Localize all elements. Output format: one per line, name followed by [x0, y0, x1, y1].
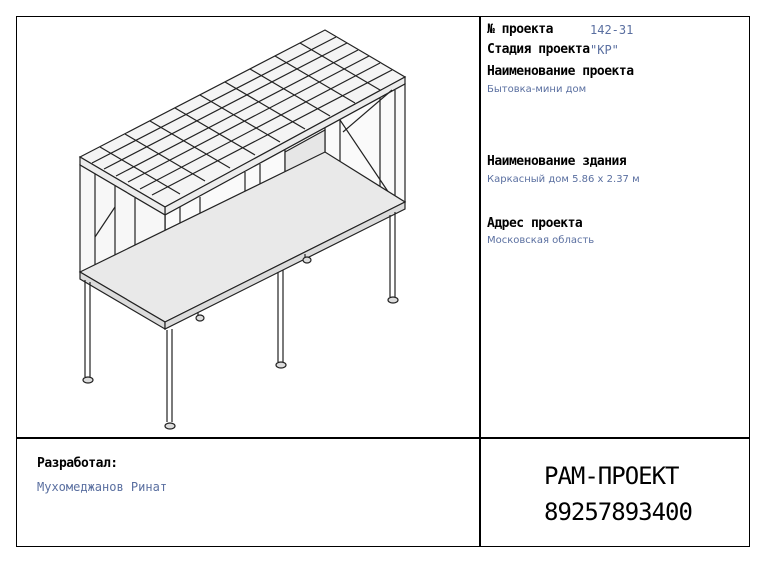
project-number-value: 142-31	[590, 23, 634, 37]
developer-label: Разработал:	[37, 456, 118, 471]
building-name-label: Наименование здания	[487, 154, 627, 169]
company-phone: 89257893400	[544, 498, 692, 526]
project-address-label: Адрес проекта	[487, 216, 583, 231]
frame-house-isometric-drawing	[60, 22, 420, 440]
project-number-label: № проекта	[487, 22, 553, 37]
project-stage-label: Стадия проекта	[487, 42, 590, 57]
company-name: РАМ-ПРОЕКТ	[544, 462, 679, 490]
project-address-value: Московская область	[487, 235, 595, 246]
project-name-label: Наименование проекта	[487, 64, 634, 79]
developer-name: Мухомеджанов Ринат	[37, 480, 168, 494]
building-name-value: Каркасный дом 5.86 x 2.37 м	[487, 174, 640, 185]
project-name-value: Бытовка-мини дом	[487, 84, 587, 95]
title-block-divider-vertical	[479, 16, 481, 547]
project-stage-value: "КР"	[590, 43, 619, 57]
